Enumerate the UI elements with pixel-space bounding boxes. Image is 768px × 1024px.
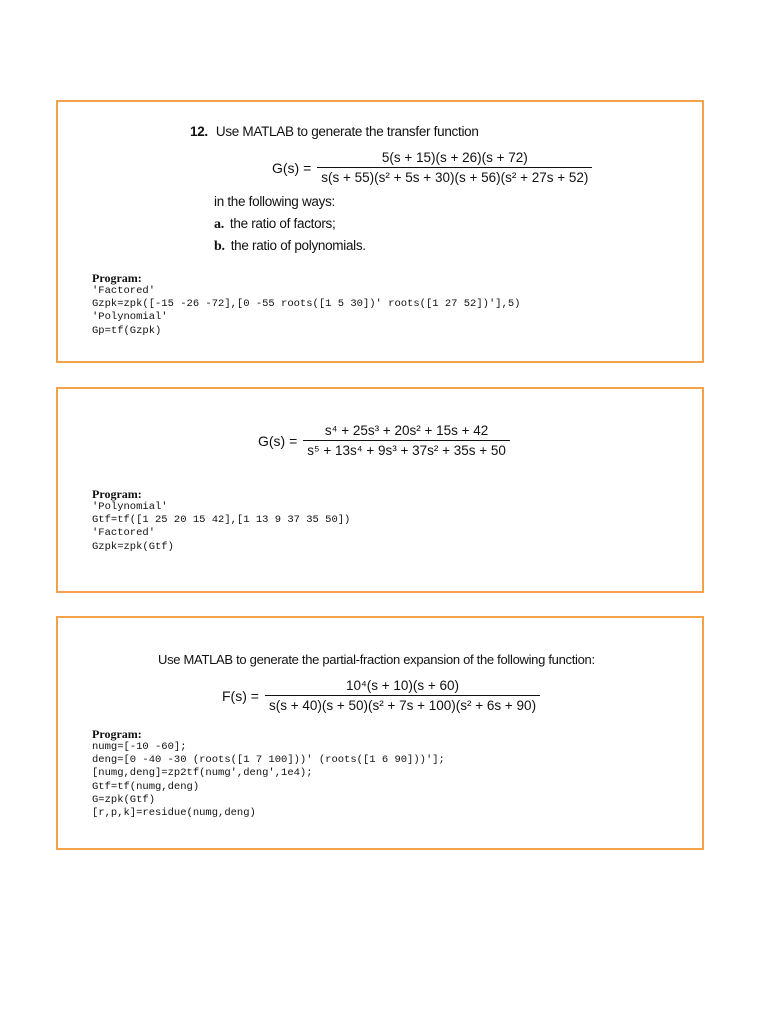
equation-lhs: G(s) =	[272, 159, 312, 176]
function-equation	[222, 678, 540, 713]
question-heading	[190, 124, 479, 139]
item-b-text: the ratio of polynomials.	[230, 238, 366, 253]
following-ways-text: in the following ways:	[214, 194, 335, 209]
equation-denominator: s⁵ + 13s⁴ + 9s³ + 37s² + 35s + 50	[303, 440, 510, 458]
code-line: Gzpk=zpk(Gtf)	[92, 540, 174, 553]
code-line: Gtf=tf(numg,deng)	[92, 780, 200, 793]
problem-12-panel	[56, 100, 704, 363]
equation-numerator: s⁴ + 25s³ + 20s² + 15s + 42	[324, 423, 489, 438]
item-b	[214, 238, 366, 255]
equation-denominator: s(s + 40)(s + 50)(s² + 7s + 100)(s² + 6s + 90)	[265, 695, 540, 713]
item-a-text: the ratio of factors;	[229, 216, 336, 231]
equation-numerator: 5(s + 15)(s + 26)(s + 72)	[381, 150, 528, 165]
code-line: Gp=tf(Gzpk)	[92, 324, 162, 337]
code-line: Gzpk=zpk([-15 -26 -72],[0 -55 roots([1 5 30])' roots([1 27 52])'],5)	[92, 298, 521, 311]
code-line: 'Polynomial'	[92, 501, 168, 513]
code-line: [numg,deng]=zp2tf(numg',deng',1e4);	[92, 767, 313, 780]
code-line: [r,p,k]=residue(numg,deng)	[92, 807, 256, 820]
item-b-letter: b.	[214, 239, 225, 254]
program-block	[92, 728, 445, 820]
code-line: 'Factored'	[92, 285, 156, 297]
program-block	[92, 488, 350, 554]
question-text: Use MATLAB to generate the partial-fraction expansion of the following function:	[158, 652, 595, 667]
question-text: Use MATLAB to generate the transfer function	[215, 124, 479, 139]
polynomial-panel	[56, 387, 704, 593]
equation-denominator: s(s + 55)(s² + 5s + 30)(s + 56)(s² + 27s + 52)	[317, 167, 592, 185]
code-line: G=zpk(Gtf)	[92, 793, 156, 806]
code-line: Gtf=tf([1 25 20 15 42],[1 13 9 37 35 50])	[92, 514, 351, 527]
question-number: 12.	[190, 124, 208, 139]
program-block	[92, 272, 520, 338]
transfer-function-equation	[272, 150, 592, 185]
equation-lhs: F(s) =	[222, 687, 259, 704]
code-line: deng=[0 -40 -30 (roots([1 7 100]))' (roots([1 6 90]))'];	[92, 754, 445, 767]
equation-fraction	[265, 678, 540, 713]
item-a	[214, 216, 335, 233]
code-line: numg=[-10 -60];	[92, 741, 187, 753]
program-label: Program:	[92, 271, 142, 285]
transfer-function-equation	[258, 423, 510, 458]
equation-fraction	[303, 423, 510, 458]
equation-lhs: G(s) =	[258, 432, 298, 449]
equation-numerator: 10⁴(s + 10)(s + 60)	[345, 678, 460, 693]
program-label: Program:	[92, 727, 142, 741]
item-a-letter: a.	[214, 217, 224, 232]
program-label: Program:	[92, 487, 142, 501]
partial-fraction-panel	[56, 616, 704, 850]
code-line: 'Factored'	[92, 527, 156, 540]
code-line: 'Polynomial'	[92, 311, 168, 324]
equation-fraction	[317, 150, 592, 185]
